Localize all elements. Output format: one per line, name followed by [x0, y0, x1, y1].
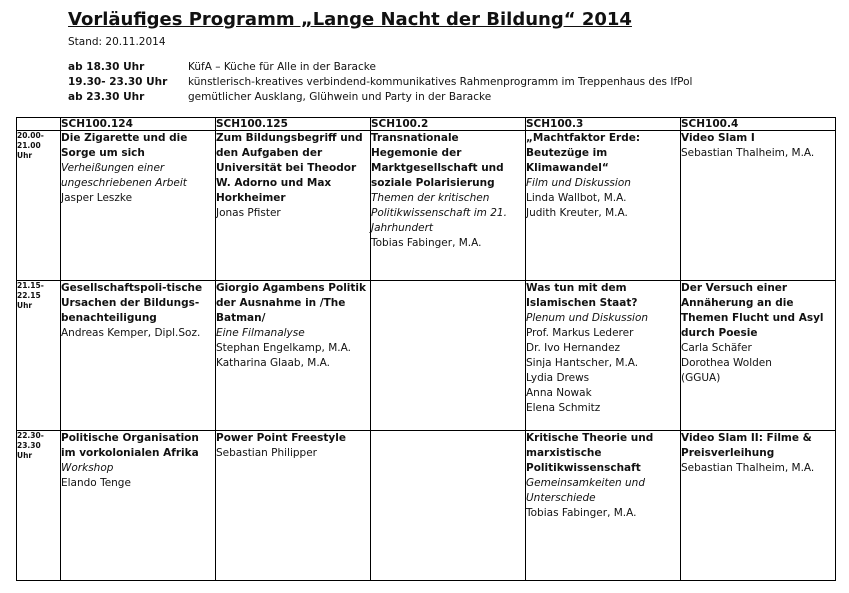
event-speaker: Elena Schmitz — [526, 402, 601, 414]
event-subtitle: Verheißungen einer ungeschriebenen Arbeit — [61, 162, 187, 189]
room-header: SCH100.2 — [371, 118, 526, 131]
document-date: Stand: 20.11.2014 — [68, 36, 166, 48]
event-title: Zum Bildungsbegriff und den Aufgaben der Universität bei Theodor W. Adorno und Max Horkheimer — [216, 132, 363, 204]
time-slot-line: 22.30- — [17, 431, 44, 440]
event-speaker: Dr. Ivo Hernandez — [526, 342, 621, 354]
event-speaker: Jonas Pfister — [216, 207, 281, 219]
event-speaker: Tobias Fabinger, M.A. — [526, 507, 637, 519]
time-slot-label — [17, 281, 61, 431]
event-cell — [681, 131, 836, 281]
event-title: Giorgio Agambens Politik der Ausnahme in /The Batman/ — [216, 282, 366, 324]
event-speaker: Linda Wallbot, M.A. — [526, 192, 627, 204]
room-header-row — [17, 118, 836, 131]
event-cell — [61, 281, 216, 431]
event-speaker: (GGUA) — [681, 372, 721, 384]
room-header: SCH100.4 — [681, 118, 836, 131]
event-speaker: Judith Kreuter, M.A. — [526, 207, 628, 219]
schedule-row — [68, 90, 692, 105]
event-cell — [526, 131, 681, 281]
event-speaker: Carla Schäfer — [681, 342, 752, 354]
event-cell — [526, 281, 681, 431]
event-speaker: Sebastian Thalheim, M.A. — [681, 147, 815, 159]
event-cell — [216, 281, 371, 431]
event-subtitle: Plenum und Diskussion — [526, 312, 649, 324]
event-speaker: Sebastian Thalheim, M.A. — [681, 462, 815, 474]
event-cell — [61, 431, 216, 581]
time-slot-line: Uhr — [17, 151, 33, 160]
event-title: Video Slam II: Filme & Preisverleihung — [681, 432, 812, 459]
time-slot-line: 20.00- — [17, 131, 44, 140]
time-slot-row — [17, 131, 836, 281]
event-subtitle: Themen der kritischen Politikwissenschaft im 21. Jahrhundert — [371, 192, 507, 234]
schedule-time: ab 18.30 Uhr — [68, 61, 145, 73]
event-speaker: Anna Nowak — [526, 387, 592, 399]
event-speaker: Katharina Glaab, M.A. — [216, 357, 330, 369]
schedule-row — [68, 60, 692, 75]
event-speaker: Elando Tenge — [61, 477, 131, 489]
time-slot-line: 21.15- — [17, 281, 44, 290]
schedule-desc: gemütlicher Ausklang, Glühwein und Party in der Baracke — [188, 91, 492, 103]
program-table — [16, 117, 836, 581]
time-slot-label — [17, 131, 61, 281]
event-title: Power Point Freestyle — [216, 432, 346, 444]
event-speaker: Sinja Hantscher, M.A. — [526, 357, 639, 369]
event-title: Was tun mit dem Islamischen Staat? — [526, 282, 638, 309]
event-title: „Machtfaktor Erde: Beutezüge im Klimawandel“ — [526, 132, 641, 174]
time-slot-line: Uhr — [17, 451, 33, 460]
event-cell — [681, 431, 836, 581]
room-header: SCH100.125 — [216, 118, 371, 131]
event-speaker: Stephan Engelkamp, M.A. — [216, 342, 351, 354]
event-speaker: Lydia Drews — [526, 372, 590, 384]
event-title: Gesellschaftspoli-tische Ursachen der Bildungs-benachteiligung — [61, 282, 203, 324]
event-speaker: Andreas Kemper, Dipl.Soz. — [61, 327, 201, 339]
event-speaker: Dorothea Wolden — [681, 357, 772, 369]
schedule-time: ab 23.30 Uhr — [68, 91, 145, 103]
event-cell — [371, 431, 526, 581]
event-subtitle: Workshop — [61, 462, 114, 474]
time-slot-row — [17, 431, 836, 581]
time-slot-line: Uhr — [17, 301, 33, 310]
event-cell — [371, 131, 526, 281]
room-header: SCH100.124 — [61, 118, 216, 131]
event-speaker: Jasper Leszke — [61, 192, 133, 204]
event-subtitle: Gemeinsamkeiten und Unterschiede — [526, 477, 645, 504]
event-title: Kritische Theorie und marxistische Politikwissenschaft — [526, 432, 654, 474]
schedule-desc: KüfA – Küche für Alle in der Baracke — [188, 61, 376, 73]
time-slot-label — [17, 431, 61, 581]
event-cell — [526, 431, 681, 581]
schedule-time: 19.30- 23.30 Uhr — [68, 76, 168, 88]
time-slot-line: 23.30 — [17, 441, 41, 450]
event-cell — [371, 281, 526, 431]
schedule-desc: künstlerisch-kreatives verbindend-kommunikatives Rahmenprogramm im Treppenhaus des IfPol — [188, 76, 693, 88]
event-title: Die Zigarette und die Sorge um sich — [61, 132, 188, 159]
event-title: Politische Organisation im vorkolonialen Afrika — [61, 432, 199, 459]
page-title: Vorläufiges Programm „Lange Nacht der Bildung“ 2014 — [68, 9, 632, 30]
event-title: Transnationale Hegemonie der Marktgesellschaft und soziale Polarisierung — [371, 132, 504, 189]
event-speaker: Prof. Markus Lederer — [526, 327, 634, 339]
event-cell — [216, 131, 371, 281]
event-title: Video Slam I — [681, 132, 755, 144]
event-cell — [681, 281, 836, 431]
event-cell — [61, 131, 216, 281]
event-speaker: Tobias Fabinger, M.A. — [371, 237, 482, 249]
event-cell — [216, 431, 371, 581]
corner-cell — [17, 118, 61, 131]
time-slot-line: 21.00 — [17, 141, 41, 150]
event-subtitle: Eine Filmanalyse — [216, 327, 305, 339]
schedule-overview — [68, 60, 692, 105]
time-slot-line: 22.15 — [17, 291, 41, 300]
room-header: SCH100.3 — [526, 118, 681, 131]
event-speaker: Sebastian Philipper — [216, 447, 318, 459]
schedule-row — [68, 75, 692, 90]
time-slot-row — [17, 281, 836, 431]
event-title: Der Versuch einer Annäherung an die Themen Flucht und Asyl durch Poesie — [681, 282, 824, 339]
event-subtitle: Film und Diskussion — [526, 177, 631, 189]
